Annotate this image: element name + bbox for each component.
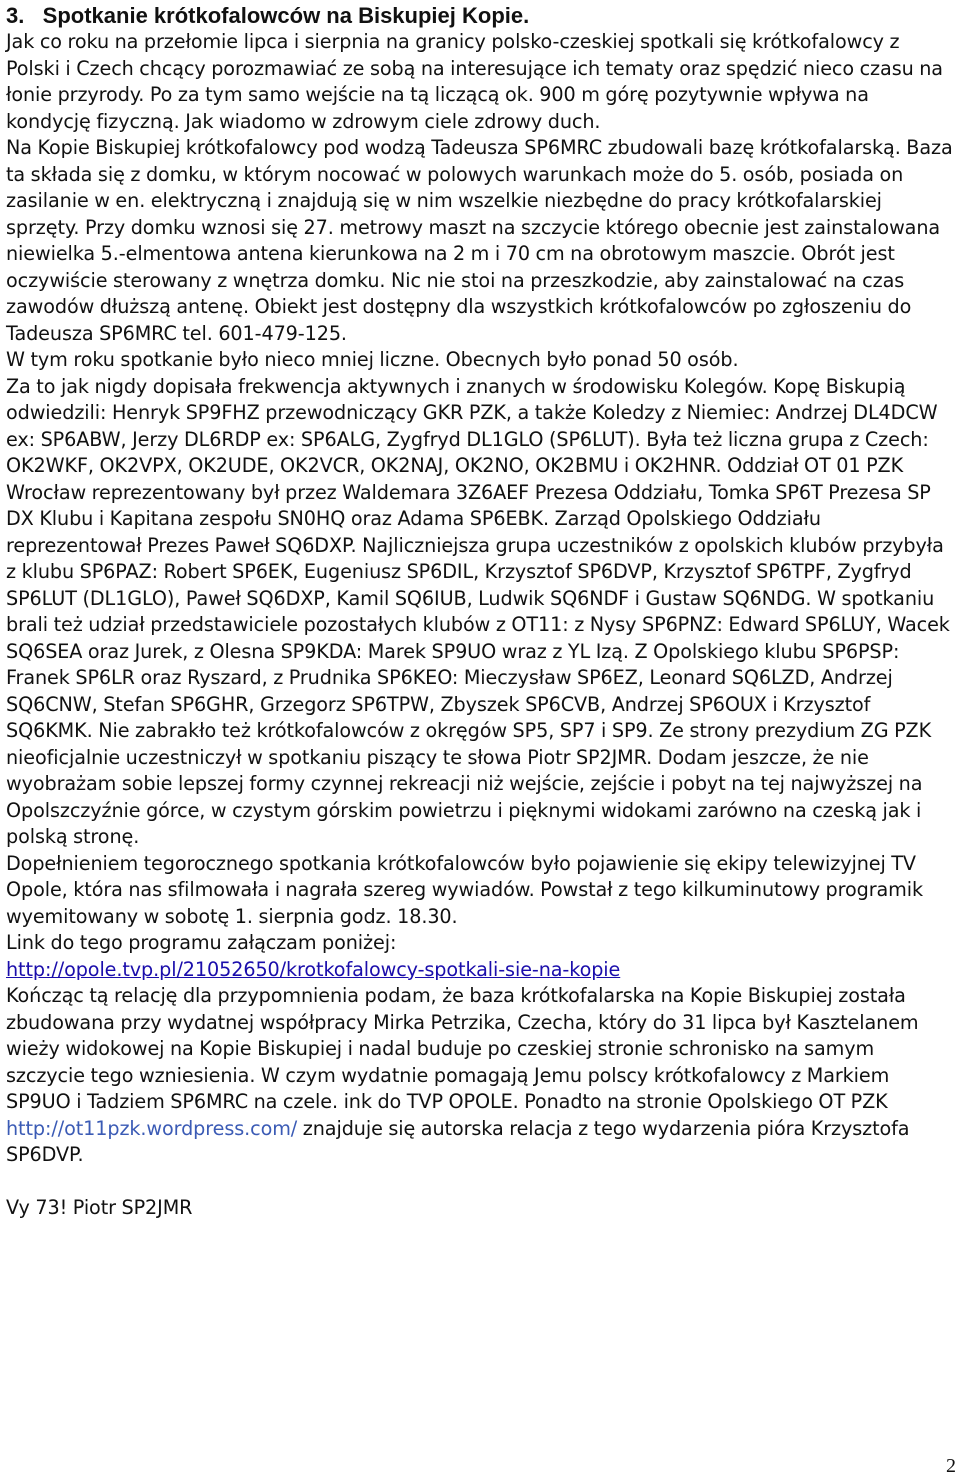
paragraph-link-intro: Link do tego programu załączam poniżej:	[6, 931, 397, 954]
paragraph-closing: Kończąc tą relację dla przypomnienia podam, że baza krótkofalarska na Kopie Biskupiej została zbudowana przy wydatnej współpracy Mirka Petrzika, Czecha, który do 31 lipca był Kasztelanem wieży widokowej na Kopie Biskupiej i nadal buduje po czeskiej stronie schronisko na samym szczycie tego wzniesienia. W czym wydatnie pomagają Jemu polscy krótkofalowcy z Markiem SP9UO i Tadziem SP6MRC na czele. ink do TVP OPOLE. Ponadto na stronie Opolskiego OT PZK	[6, 984, 919, 1113]
ot11-reference-text: znajduje się autorska relacja z tego wydarzenia pióra Krzysztofa SP6DVP.	[6, 1116, 910, 1166]
section-heading: 3. Spotkanie krótkofalowców na Biskupiej Kopie.	[6, 3, 530, 28]
paragraph-intro: Jak co roku na przełomie lipca i sierpnia na granicy polsko-czeskiej spotkali się krótkofalowcy z Polski i Czech chcący porozmawiać ze sobą na interesujące ich tematy oraz spędzić nieco czasu na łonie przyrody. Po za tym samo wejście na tą liczącą ok. 900 m górę pozytywnie wpływa na kondycję fizyczną. Jak wiadomo w zdrowym ciele zdrowy duch.	[6, 30, 943, 133]
tvp-opole-link[interactable]: http://opole.tvp.pl/21052650/krotkofalowcy-spotkali-sie-na-kopie	[6, 957, 621, 981]
paragraph-tvp-link-line	[6, 957, 956, 984]
paragraph-base-description: Na Kopie Biskupiej krótkofalowcy pod wodzą Tadeusza SP6MRC zbudowali bazę krótkofalarską. Baza ta składa się z domku, w którym nocować w polowych warunkach może do 5. osób, posiada on zasilanie w en. elektryczną i znajdują się w nim wszelkie niezbędne do pracy krótkofalarskiej sprzęty. Przy domku wznosi się 27. metrowy maszt na szczycie którego obecnie jest zainstalowana niewielka 5.-elmentowa antena kierunkowa na 2 m i 70 cm na obrotowym maszcie. Obrót jest oczywiście sterowany z wnętrza domku. Nic nie stoi na przeszkodzie, aby zainstalować na czas zawodów dłuższą antenę. Obiekt jest dostępny dla wszystkich krótkofalowców po zgłoszeniu do Tadeusza SP6MRC tel. 601-479-125.	[6, 136, 953, 345]
ot11pzk-link[interactable]: http://ot11pzk.wordpress.com/	[6, 1116, 298, 1140]
paragraph-participants: Za to jak nigdy dopisała frekwencja aktywnych i znanych w środowisku Kolegów. Kopę Biskupią odwiedzili: Henryk SP9FHZ przewodniczący GKR PZK, a także Koledzy z Niemiec: Andrzej DL4DCW ex: SP6ABW, Jerzy DL6RDP ex: SP6ALG, Zygfryd DL1GLO (SP6LUT). Była też liczna grupa z Czech: OK2WKF, OK2VPX, OK2UDE, OK2VCR, OK2NAJ, OK2NO, OK2BMU i OK2HNR. Oddział OT 01 PZK Wrocław reprezentowany był przez Waldemara 3Z6AEF Prezesa Oddziału, Tomka SP6T Prezesa SP DX Klubu i Kapitana zespołu SN0HQ oraz Adama SP6EBK. Zarząd Opolskiego Oddziału reprezentował Prezes Paweł SQ6DXP. Najliczniejsza grupa uczestników z opolskich klubów przybyła z klubu SP6PAZ: Robert SP6EK, Eugeniusz SP6DIL, Krzysztof SP6DVP, Krzysztof SP6TPF, Zygfryd SP6LUT (DL1GLO), Paweł SQ6DXP, Kamil SQ6IUB, Ludwik SQ6NDF i Gustaw SQ6NDG. W spotkaniu brali też udział przedstawiciele pozostałych klubów z OT11: z Nysy SP6PNZ: Edward SP6LUY, Wacek SQ6SEA oraz Jurek, z Olesna SP9KDA: Marek SP9UO wraz z YL Izą. Z Opolskiego klubu SP6PSP: Franek SP6LR oraz Ryszard, z Prudnika SP6KEO: Mieczysław SP6EZ, Leonard SQ6LZD, Andrzej SQ6CNW, Stefan SP6GHR, Grzegorz SP6TPW, Zbyszek SP6CVB, Andrzej SP6OUX i Krzysztof SQ6KMK. Nie zabrakło też krótkofalowców z okręgów SP5, SP7 i SP9. Ze strony prezydium ZG PZK nieoficjalnie uczestniczył w spotkaniu piszący te słowa Piotr SP2JMR. Dodam jeszcze, że nie wyobrażam sobie lepszej formy czynnej rekreacji niż wejście, zejście i pobyt na tej najwyższej na Opolszczyźnie górce, w czystym górskim powietrzu i pięknymi widokami zarówno na czeską jak i polską stronę.	[6, 374, 950, 848]
signature: Vy 73! Piotr SP2JMR	[6, 1195, 193, 1219]
document-page	[6, 2, 956, 1221]
paragraph-attendance: W tym roku spotkanie było nieco mniej liczne. Obecnych było ponad 50 osób.	[6, 348, 739, 371]
spacer	[6, 1169, 956, 1195]
page-number: 2	[946, 1455, 956, 1477]
paragraph-ot11-reference	[6, 1116, 956, 1169]
paragraph-tv-opole: Dopełnieniem tegorocznego spotkania krótkofalowców było pojawienie się ekipy telewizyjnej TV Opole, która nas sfilmowała i nagrała szereg wywiadów. Powstał z tego kilkuminutowy programik wyemitowany w sobotę 1. sierpnia godz. 18.30.	[6, 851, 923, 928]
